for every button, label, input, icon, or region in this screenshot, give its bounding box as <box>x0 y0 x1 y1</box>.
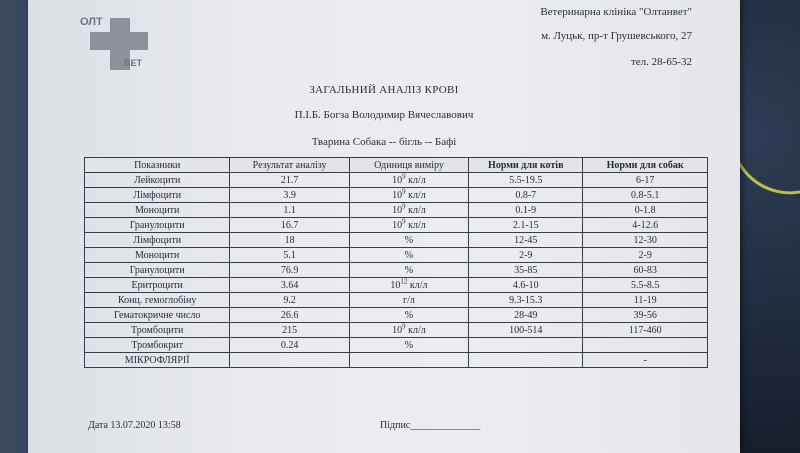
cell-unit: % <box>349 308 468 323</box>
cell-indicator: Конц. гемоглобіну <box>85 293 230 308</box>
cell-result: 5.1 <box>230 248 349 263</box>
clinic-logo <box>80 14 155 74</box>
cell-norm-dogs: 4-12.6 <box>583 218 708 233</box>
table-row <box>85 278 708 293</box>
cell-indicator: МІКРОФЛЯРІЇ <box>85 353 230 368</box>
cell-indicator: Гранулоцити <box>85 263 230 278</box>
cell-norm-cats: 5.5-19.5 <box>469 173 583 188</box>
cell-indicator: Моноцити <box>85 203 230 218</box>
unit-base: 10 <box>392 189 403 201</box>
clinic-address: м. Луцьк, пр-т Грушевського, 27 <box>541 30 692 42</box>
table-row <box>85 308 708 323</box>
logo-text-top: ОЛТ <box>80 16 103 28</box>
cell-unit <box>349 173 468 188</box>
unit-exponent: 9 <box>402 172 406 181</box>
logo-text-bottom: ВЕТ <box>124 58 142 68</box>
cell-norm-cats: 28-49 <box>469 308 583 323</box>
table-row <box>85 323 708 338</box>
cell-unit <box>349 203 468 218</box>
cell-result: 18 <box>230 233 349 248</box>
signature-line: ______________ <box>410 420 481 431</box>
signature-label: Підпис <box>380 420 411 431</box>
cell-result: 16.7 <box>230 218 349 233</box>
cell-indicator: Еритроцити <box>85 278 230 293</box>
cell-indicator: Гематокричне число <box>85 308 230 323</box>
unit-text: кл/л <box>408 189 426 201</box>
cell-norm-dogs: 60-83 <box>583 263 708 278</box>
signature <box>380 420 480 431</box>
document-page <box>28 0 740 453</box>
cell-norm-dogs: 11-19 <box>583 293 708 308</box>
header-norm-cats: Норми для котів <box>469 158 583 173</box>
table-row <box>85 218 708 233</box>
cell-result: 3.64 <box>230 278 349 293</box>
header-result: Результат аналізу <box>230 158 349 173</box>
unit-text: кл/л <box>408 174 426 186</box>
table-row <box>85 293 708 308</box>
clinic-name: Ветеринарна клініка "Олтанвет" <box>540 6 692 18</box>
unit-base: 10 <box>392 324 403 336</box>
cell-result: 215 <box>230 323 349 338</box>
report-date: Дата 13.07.2020 13:58 <box>88 420 181 431</box>
cell-indicator: Моноцити <box>85 248 230 263</box>
cell-indicator: Лімфоцити <box>85 233 230 248</box>
header-indicator: Показники <box>85 158 230 173</box>
table-row <box>85 233 708 248</box>
unit-base: 10 <box>390 279 401 291</box>
logo-cross-horizontal <box>90 32 148 50</box>
unit-exponent: 9 <box>402 217 406 226</box>
unit-text: кл/л <box>408 324 426 336</box>
header-unit: Одиниця виміру <box>349 158 468 173</box>
cell-norm-dogs: 0-1.8 <box>583 203 708 218</box>
cell-indicator: Лімфоцити <box>85 188 230 203</box>
cell-norm-dogs: 5.5-8.5 <box>583 278 708 293</box>
cell-unit <box>349 323 468 338</box>
cell-unit <box>349 188 468 203</box>
table-row <box>85 338 708 353</box>
report-title: ЗАГАЛЬНИЙ АНАЛІЗ КРОВІ <box>309 84 459 96</box>
cell-unit: % <box>349 263 468 278</box>
unit-exponent: 9 <box>402 187 406 196</box>
unit-base: 10 <box>392 174 403 186</box>
cell-indicator: Лейкоцити <box>85 173 230 188</box>
unit-text: кл/л <box>409 279 428 291</box>
background-fabric <box>730 0 800 453</box>
unit-text: кл/л <box>408 219 426 231</box>
owner-name: П.І.Б. Богза Володимир Вячеславович <box>294 109 474 121</box>
cell-result: 76.9 <box>230 263 349 278</box>
cell-unit: % <box>349 248 468 263</box>
cell-indicator: Тромбокрит <box>85 338 230 353</box>
background-edge <box>0 0 30 453</box>
table-row <box>85 248 708 263</box>
table-row <box>85 203 708 218</box>
cell-result: 3.9 <box>230 188 349 203</box>
cell-norm-dogs: - <box>583 353 708 368</box>
cell-norm-cats <box>469 353 583 368</box>
table-row <box>85 353 708 368</box>
cell-norm-dogs <box>583 338 708 353</box>
table-row <box>85 188 708 203</box>
cell-unit <box>349 218 468 233</box>
cell-result: 1.1 <box>230 203 349 218</box>
header-norm-dogs: Норми для собак <box>583 158 708 173</box>
unit-exponent: 12 <box>400 277 408 286</box>
cell-unit: % <box>349 338 468 353</box>
cell-norm-dogs: 6-17 <box>583 173 708 188</box>
unit-base: 10 <box>392 219 403 231</box>
cell-result: 0.24 <box>230 338 349 353</box>
cell-norm-dogs: 39-56 <box>583 308 708 323</box>
cell-unit <box>349 353 468 368</box>
cell-norm-dogs: 2-9 <box>583 248 708 263</box>
cell-norm-cats: 4.6-10 <box>469 278 583 293</box>
table-header-row <box>85 158 708 173</box>
cell-unit: % <box>349 233 468 248</box>
cell-norm-dogs: 117-460 <box>583 323 708 338</box>
cell-unit: г/л <box>349 293 468 308</box>
cell-norm-cats: 2-9 <box>469 248 583 263</box>
cell-result: 9.2 <box>230 293 349 308</box>
table-row <box>85 173 708 188</box>
cell-norm-dogs: 0.8-5.1 <box>583 188 708 203</box>
unit-exponent: 9 <box>402 202 406 211</box>
cell-norm-cats: 0.8-7 <box>469 188 583 203</box>
unit-base: 10 <box>392 204 403 216</box>
table-row <box>85 263 708 278</box>
cell-norm-cats: 0.1-9 <box>469 203 583 218</box>
cell-norm-cats: 100-514 <box>469 323 583 338</box>
cell-result: 26.6 <box>230 308 349 323</box>
cell-result: 21.7 <box>230 173 349 188</box>
unit-exponent: 9 <box>402 322 406 331</box>
cell-norm-cats: 12-45 <box>469 233 583 248</box>
cell-indicator: Тромбоцити <box>85 323 230 338</box>
unit-text: кл/л <box>408 204 426 216</box>
animal-info: Тварина Собака -- бігль -- Бафі <box>311 136 457 148</box>
cell-norm-cats <box>469 338 583 353</box>
cell-norm-cats: 35-85 <box>469 263 583 278</box>
cell-norm-cats: 9.3-15.3 <box>469 293 583 308</box>
results-table <box>84 157 708 368</box>
clinic-phone: тел. 28-65-32 <box>630 56 692 68</box>
cell-unit <box>349 278 468 293</box>
cell-indicator: Гранулоцити <box>85 218 230 233</box>
cell-norm-cats: 2.1-15 <box>469 218 583 233</box>
cell-result <box>230 353 349 368</box>
cell-norm-dogs: 12-30 <box>583 233 708 248</box>
